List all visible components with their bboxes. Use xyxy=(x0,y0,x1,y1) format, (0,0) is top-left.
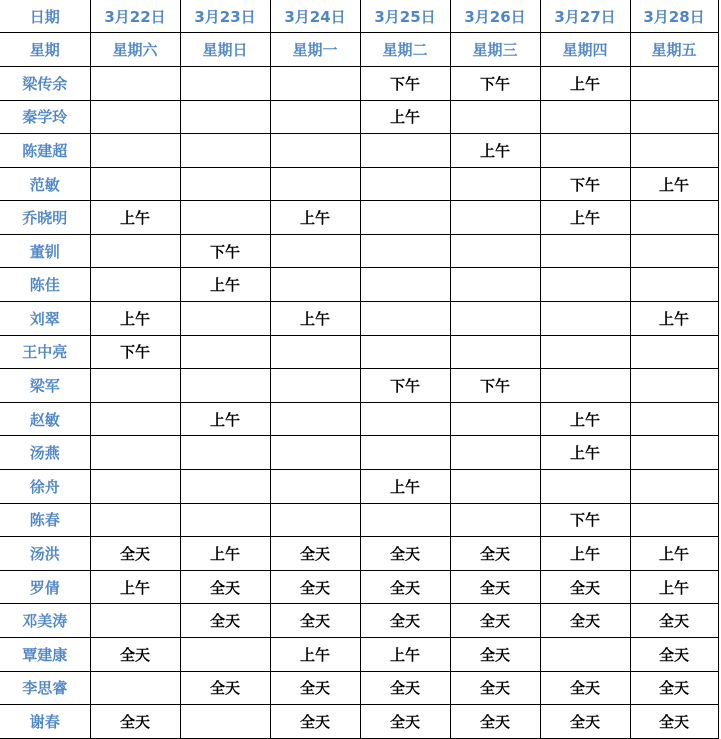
shift-cell[interactable] xyxy=(270,436,360,470)
weekday-header-label-cell[interactable]: 星期 xyxy=(0,33,90,67)
shift-cell[interactable]: 全天 xyxy=(180,671,270,705)
shift-cell[interactable] xyxy=(180,335,270,369)
weekday-header-cell[interactable]: 星期三 xyxy=(450,33,540,67)
shift-cell[interactable]: 上午 xyxy=(360,100,450,134)
shift-cell[interactable] xyxy=(540,100,630,134)
shift-cell[interactable]: 上午 xyxy=(540,402,630,436)
shift-cell[interactable] xyxy=(180,638,270,672)
person-name-cell[interactable]: 秦学玲 xyxy=(0,100,90,134)
shift-cell[interactable] xyxy=(630,66,718,100)
shift-cell[interactable]: 上午 xyxy=(270,638,360,672)
shift-cell[interactable]: 上午 xyxy=(90,302,180,336)
shift-cell[interactable] xyxy=(450,335,540,369)
shift-cell[interactable]: 全天 xyxy=(450,537,540,571)
shift-cell[interactable] xyxy=(360,167,450,201)
shift-cell[interactable]: 全天 xyxy=(630,638,718,672)
shift-cell[interactable]: 全天 xyxy=(360,604,450,638)
shift-cell[interactable]: 上午 xyxy=(630,302,718,336)
shift-cell[interactable] xyxy=(180,369,270,403)
person-name-cell[interactable]: 梁军 xyxy=(0,369,90,403)
shift-cell[interactable] xyxy=(630,268,718,302)
schedule-row xyxy=(0,705,718,739)
shift-cell[interactable] xyxy=(360,302,450,336)
weekday-header-cell[interactable]: 星期一 xyxy=(270,33,360,67)
shift-cell[interactable]: 下午 xyxy=(450,66,540,100)
shift-cell[interactable] xyxy=(450,201,540,235)
shift-cell[interactable]: 全天 xyxy=(90,638,180,672)
weekday-header-cell[interactable]: 星期四 xyxy=(540,33,630,67)
shift-cell[interactable] xyxy=(180,705,270,739)
person-name-cell[interactable]: 李思睿 xyxy=(0,671,90,705)
schedule-row xyxy=(0,201,718,235)
shift-cell[interactable] xyxy=(180,201,270,235)
shift-cell[interactable] xyxy=(270,402,360,436)
schedule-row xyxy=(0,335,718,369)
shift-cell[interactable] xyxy=(90,671,180,705)
shift-cell[interactable] xyxy=(540,335,630,369)
shift-cell[interactable]: 上午 xyxy=(90,201,180,235)
shift-cell[interactable] xyxy=(630,234,718,268)
schedule-row xyxy=(0,100,718,134)
date-header-cell[interactable]: 3月27日 xyxy=(540,0,630,33)
schedule-row xyxy=(0,369,718,403)
shift-cell[interactable]: 全天 xyxy=(270,671,360,705)
person-name-cell[interactable]: 赵敏 xyxy=(0,402,90,436)
shift-cell[interactable]: 上午 xyxy=(630,167,718,201)
shift-cell[interactable] xyxy=(90,604,180,638)
shift-cell[interactable] xyxy=(90,100,180,134)
shift-cell[interactable]: 下午 xyxy=(360,369,450,403)
shift-cell[interactable]: 全天 xyxy=(540,671,630,705)
shift-cell[interactable] xyxy=(630,402,718,436)
shift-cell[interactable] xyxy=(540,638,630,672)
shift-cell[interactable]: 全天 xyxy=(450,671,540,705)
person-name-cell[interactable]: 陈佳 xyxy=(0,268,90,302)
weekday-header-cell[interactable]: 星期六 xyxy=(90,33,180,67)
shift-cell[interactable] xyxy=(270,134,360,168)
weekday-header-cell[interactable]: 星期二 xyxy=(360,33,450,67)
shift-cell[interactable] xyxy=(180,503,270,537)
shift-cell[interactable] xyxy=(540,134,630,168)
shift-cell[interactable]: 下午 xyxy=(450,369,540,403)
shift-cell[interactable]: 上午 xyxy=(540,436,630,470)
shift-cell[interactable] xyxy=(270,234,360,268)
schedule-row xyxy=(0,66,718,100)
shift-cell[interactable] xyxy=(540,302,630,336)
shift-cell[interactable]: 全天 xyxy=(540,705,630,739)
shift-cell[interactable] xyxy=(180,302,270,336)
shift-cell[interactable] xyxy=(90,503,180,537)
shift-cell[interactable] xyxy=(180,470,270,504)
shift-cell[interactable]: 全天 xyxy=(360,705,450,739)
shift-cell[interactable]: 全天 xyxy=(270,570,360,604)
shift-cell[interactable]: 上午 xyxy=(540,201,630,235)
shift-cell[interactable] xyxy=(360,268,450,302)
shift-cell[interactable] xyxy=(450,302,540,336)
person-name-cell[interactable]: 王中亮 xyxy=(0,335,90,369)
date-header-cell[interactable]: 3月26日 xyxy=(450,0,540,33)
shift-cell[interactable] xyxy=(630,369,718,403)
shift-cell[interactable]: 下午 xyxy=(540,503,630,537)
schedule-row xyxy=(0,234,718,268)
shift-cell[interactable]: 全天 xyxy=(450,570,540,604)
shift-cell[interactable] xyxy=(630,470,718,504)
person-name-cell[interactable]: 谢春 xyxy=(0,705,90,739)
shift-cell[interactable]: 全天 xyxy=(630,705,718,739)
shift-cell[interactable]: 全天 xyxy=(180,604,270,638)
shift-cell[interactable] xyxy=(180,134,270,168)
schedule-row xyxy=(0,570,718,604)
shift-cell[interactable]: 全天 xyxy=(450,604,540,638)
shift-cell[interactable] xyxy=(180,167,270,201)
date-header-cell[interactable]: 3月24日 xyxy=(270,0,360,33)
schedule-row xyxy=(0,302,718,336)
shift-cell[interactable]: 全天 xyxy=(270,537,360,571)
schedule-row xyxy=(0,604,718,638)
schedule-row xyxy=(0,167,718,201)
shift-cell[interactable]: 全天 xyxy=(270,604,360,638)
shift-cell[interactable]: 下午 xyxy=(360,66,450,100)
schedule-row xyxy=(0,470,718,504)
person-name-cell[interactable]: 范敏 xyxy=(0,167,90,201)
shift-cell[interactable]: 全天 xyxy=(360,671,450,705)
shift-cell[interactable] xyxy=(270,503,360,537)
shift-cell[interactable] xyxy=(360,436,450,470)
schedule-row xyxy=(0,268,718,302)
schedule-row xyxy=(0,503,718,537)
person-name-cell[interactable]: 罗倩 xyxy=(0,570,90,604)
shift-cell[interactable] xyxy=(450,436,540,470)
shift-cell[interactable] xyxy=(360,234,450,268)
shift-cell[interactable]: 全天 xyxy=(90,705,180,739)
shift-cell[interactable] xyxy=(630,201,718,235)
shift-cell[interactable]: 上午 xyxy=(450,134,540,168)
shift-cell[interactable]: 上午 xyxy=(360,470,450,504)
shift-cell[interactable] xyxy=(90,268,180,302)
shift-cell[interactable]: 上午 xyxy=(270,201,360,235)
shift-cell[interactable] xyxy=(450,503,540,537)
shift-cell[interactable]: 全天 xyxy=(180,570,270,604)
date-header-cell[interactable]: 3月28日 xyxy=(630,0,718,33)
shift-cell[interactable]: 全天 xyxy=(630,604,718,638)
shift-cell[interactable] xyxy=(90,402,180,436)
shift-cell[interactable] xyxy=(450,470,540,504)
shift-cell[interactable] xyxy=(450,268,540,302)
shift-cell[interactable]: 上午 xyxy=(360,638,450,672)
shift-cell[interactable]: 全天 xyxy=(450,705,540,739)
shift-cell[interactable] xyxy=(90,167,180,201)
shift-cell[interactable]: 上午 xyxy=(270,302,360,336)
shift-cell[interactable] xyxy=(270,167,360,201)
shift-cell[interactable]: 上午 xyxy=(630,570,718,604)
date-header-cell[interactable]: 3月22日 xyxy=(90,0,180,33)
person-name-cell[interactable]: 覃建康 xyxy=(0,638,90,672)
date-header-cell[interactable]: 3月25日 xyxy=(360,0,450,33)
shift-cell[interactable] xyxy=(270,335,360,369)
shift-cell[interactable] xyxy=(540,369,630,403)
weekday-header-cell[interactable]: 星期五 xyxy=(630,33,718,67)
shift-cell[interactable] xyxy=(270,470,360,504)
shift-cell[interactable] xyxy=(270,369,360,403)
shift-cell[interactable] xyxy=(270,268,360,302)
person-name-cell[interactable]: 梁传余 xyxy=(0,66,90,100)
shift-cell[interactable]: 上午 xyxy=(630,537,718,571)
shift-cell[interactable] xyxy=(90,134,180,168)
shift-cell[interactable] xyxy=(540,268,630,302)
shift-cell[interactable] xyxy=(450,402,540,436)
schedule-row xyxy=(0,671,718,705)
shift-cell[interactable] xyxy=(450,100,540,134)
shift-cell[interactable] xyxy=(90,436,180,470)
person-name-cell[interactable]: 汤燕 xyxy=(0,436,90,470)
shift-cell[interactable] xyxy=(270,100,360,134)
shift-cell[interactable] xyxy=(630,100,718,134)
shift-cell[interactable]: 下午 xyxy=(180,234,270,268)
shift-cell[interactable]: 全天 xyxy=(630,671,718,705)
shift-cell[interactable] xyxy=(450,167,540,201)
shift-cell[interactable]: 上午 xyxy=(180,402,270,436)
shift-cell[interactable]: 全天 xyxy=(90,537,180,571)
shift-cell[interactable] xyxy=(630,134,718,168)
shift-cell[interactable] xyxy=(360,503,450,537)
shift-cell[interactable] xyxy=(180,100,270,134)
shift-cell[interactable] xyxy=(630,335,718,369)
shift-cell[interactable] xyxy=(540,470,630,504)
shift-cell[interactable]: 全天 xyxy=(450,638,540,672)
shift-cell[interactable]: 全天 xyxy=(540,570,630,604)
shift-cell[interactable]: 全天 xyxy=(360,537,450,571)
shift-cell[interactable]: 下午 xyxy=(90,335,180,369)
person-name-cell[interactable]: 乔晓明 xyxy=(0,201,90,235)
shift-cell[interactable]: 全天 xyxy=(540,604,630,638)
person-name-cell[interactable]: 徐舟 xyxy=(0,470,90,504)
shift-cell[interactable]: 上午 xyxy=(90,570,180,604)
shift-cell[interactable] xyxy=(360,134,450,168)
schedule-row xyxy=(0,134,718,168)
shift-cell[interactable] xyxy=(540,234,630,268)
shift-cell[interactable]: 下午 xyxy=(540,167,630,201)
shift-cell[interactable]: 上午 xyxy=(180,537,270,571)
person-name-cell[interactable]: 陈建超 xyxy=(0,134,90,168)
shift-cell[interactable] xyxy=(180,436,270,470)
person-name-cell[interactable]: 陈春 xyxy=(0,503,90,537)
shift-cell[interactable]: 全天 xyxy=(270,705,360,739)
date-header-cell[interactable]: 3月23日 xyxy=(180,0,270,33)
shift-cell[interactable] xyxy=(90,66,180,100)
shift-cell[interactable] xyxy=(630,503,718,537)
shift-cell[interactable]: 全天 xyxy=(360,570,450,604)
shift-cell[interactable] xyxy=(630,436,718,470)
shift-cell[interactable] xyxy=(270,66,360,100)
person-name-cell[interactable]: 汤洪 xyxy=(0,537,90,571)
shift-cell[interactable] xyxy=(360,335,450,369)
schedule-row xyxy=(0,638,718,672)
shift-cell[interactable]: 上午 xyxy=(180,268,270,302)
date-header-row xyxy=(0,0,718,33)
person-name-cell[interactable]: 刘翠 xyxy=(0,302,90,336)
schedule-row xyxy=(0,402,718,436)
weekday-header-row xyxy=(0,33,718,67)
shift-cell[interactable]: 上午 xyxy=(540,66,630,100)
shift-cell[interactable] xyxy=(360,402,450,436)
shift-cell[interactable] xyxy=(90,470,180,504)
date-header-label-cell[interactable]: 日期 xyxy=(0,0,90,33)
person-name-cell[interactable]: 董钏 xyxy=(0,234,90,268)
shift-cell[interactable] xyxy=(90,369,180,403)
shift-cell[interactable]: 上午 xyxy=(540,537,630,571)
shift-cell[interactable] xyxy=(450,234,540,268)
shift-cell[interactable] xyxy=(90,234,180,268)
weekday-header-cell[interactable]: 星期日 xyxy=(180,33,270,67)
shift-cell[interactable] xyxy=(180,66,270,100)
shift-cell[interactable] xyxy=(360,201,450,235)
person-name-cell[interactable]: 邓美涛 xyxy=(0,604,90,638)
schedule-row xyxy=(0,436,718,470)
schedule-row xyxy=(0,537,718,571)
